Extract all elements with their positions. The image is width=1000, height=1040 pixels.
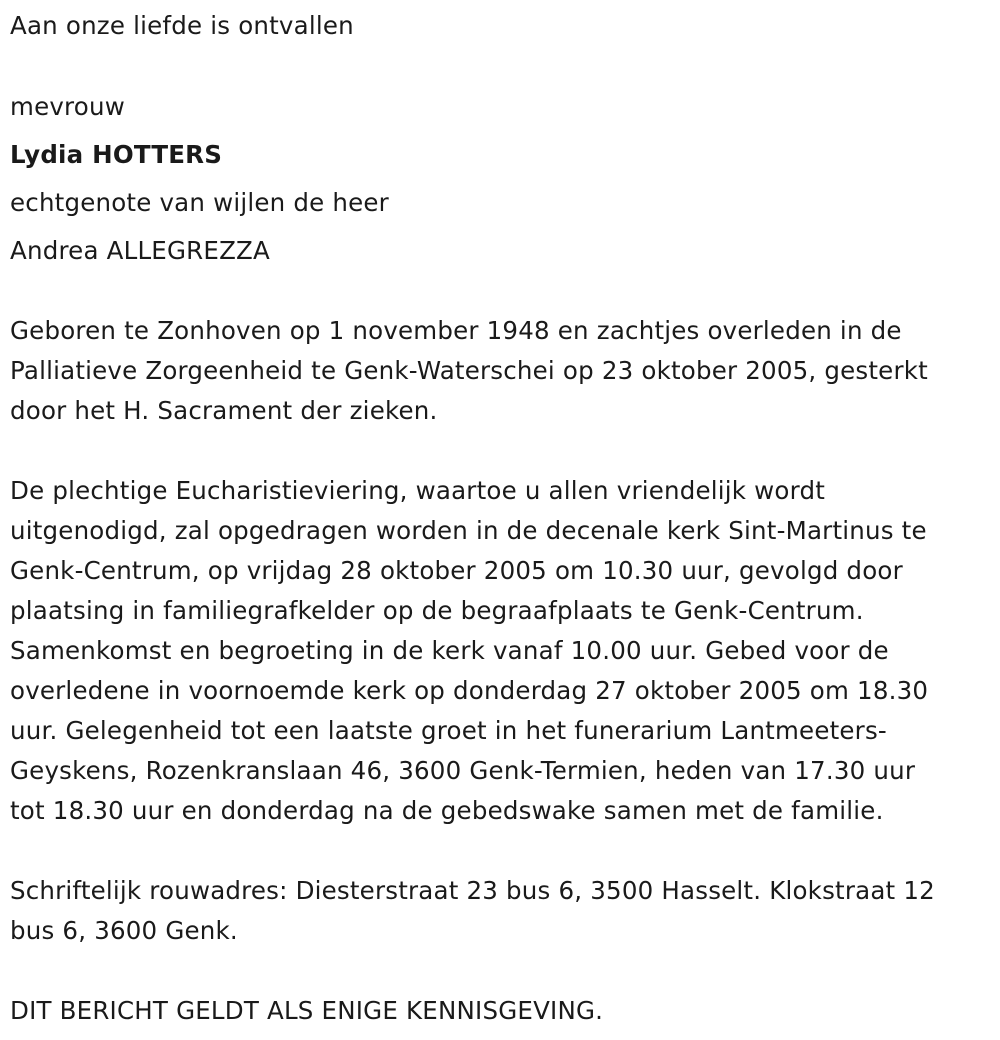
paragraph-line: tot 18.30 uur en donderdag na de gebedswake samen met de familie. (10, 796, 884, 825)
paragraph-line: uitgenodigd, zal opgedragen worden in de decenale kerk Sint-Martinus te (10, 516, 927, 545)
paragraph-line: Schriftelijk rouwadres: Diesterstraat 23 bus 6, 3500 Hasselt. Klokstraat 12 (10, 876, 935, 905)
paragraph-line: Geboren te Zonhoven op 1 november 1948 en zachtjes overleden in de (10, 316, 902, 345)
paragraph-line: door het H. Sacrament der zieken. (10, 396, 438, 425)
closing-line: DIT BERICHT GELDT ALS ENIGE KENNISGEVING. (10, 996, 604, 1025)
spacer (10, 431, 995, 471)
deceased-name: Lydia HOTTERS (10, 140, 223, 169)
paragraph-line: De plechtige Eucharistieviering, waartoe u allen vriendelijk wordt (10, 476, 826, 505)
address-paragraph (10, 871, 995, 951)
relation-text: echtgenote van wijlen de heer (10, 188, 389, 217)
paragraph-line: Samenkomst en begroeting in de kerk vanaf 10.00 uur. Gebed voor de (10, 636, 889, 665)
paragraph-line: uur. Gelegenheid tot een laatste groet in het funerarium Lantmeeters- (10, 716, 887, 745)
paragraph-line: Geyskens, Rozenkranslaan 46, 3600 Genk-Termien, heden van 17.30 uur (10, 756, 916, 785)
spouse-name: Andrea ALLEGREZZA (10, 236, 271, 265)
ceremony-paragraph (10, 471, 995, 831)
spacer (10, 46, 995, 87)
spacer (10, 951, 995, 991)
spacer (10, 271, 995, 311)
paragraph-line: bus 6, 3600 Genk. (10, 916, 238, 945)
birth-death-paragraph (10, 311, 995, 431)
paragraph-line: overledene in voornoemde kerk op donderdag 27 oktober 2005 om 18.30 (10, 676, 929, 705)
paragraph-line: Genk-Centrum, op vrijdag 28 oktober 2005 om 10.30 uur, gevolgd door (10, 556, 903, 585)
paragraph-line: plaatsing in familiegrafkelder op de begraafplaats te Genk-Centrum. (10, 596, 864, 625)
paragraph-line: Palliatieve Zorgeenheid te Genk-Waterschei op 23 oktober 2005, gesterkt (10, 356, 928, 385)
death-notice (10, 6, 995, 1031)
spacer (10, 831, 995, 871)
opening-line: Aan onze liefde is ontvallen (10, 11, 354, 40)
honorific: mevrouw (10, 92, 125, 121)
